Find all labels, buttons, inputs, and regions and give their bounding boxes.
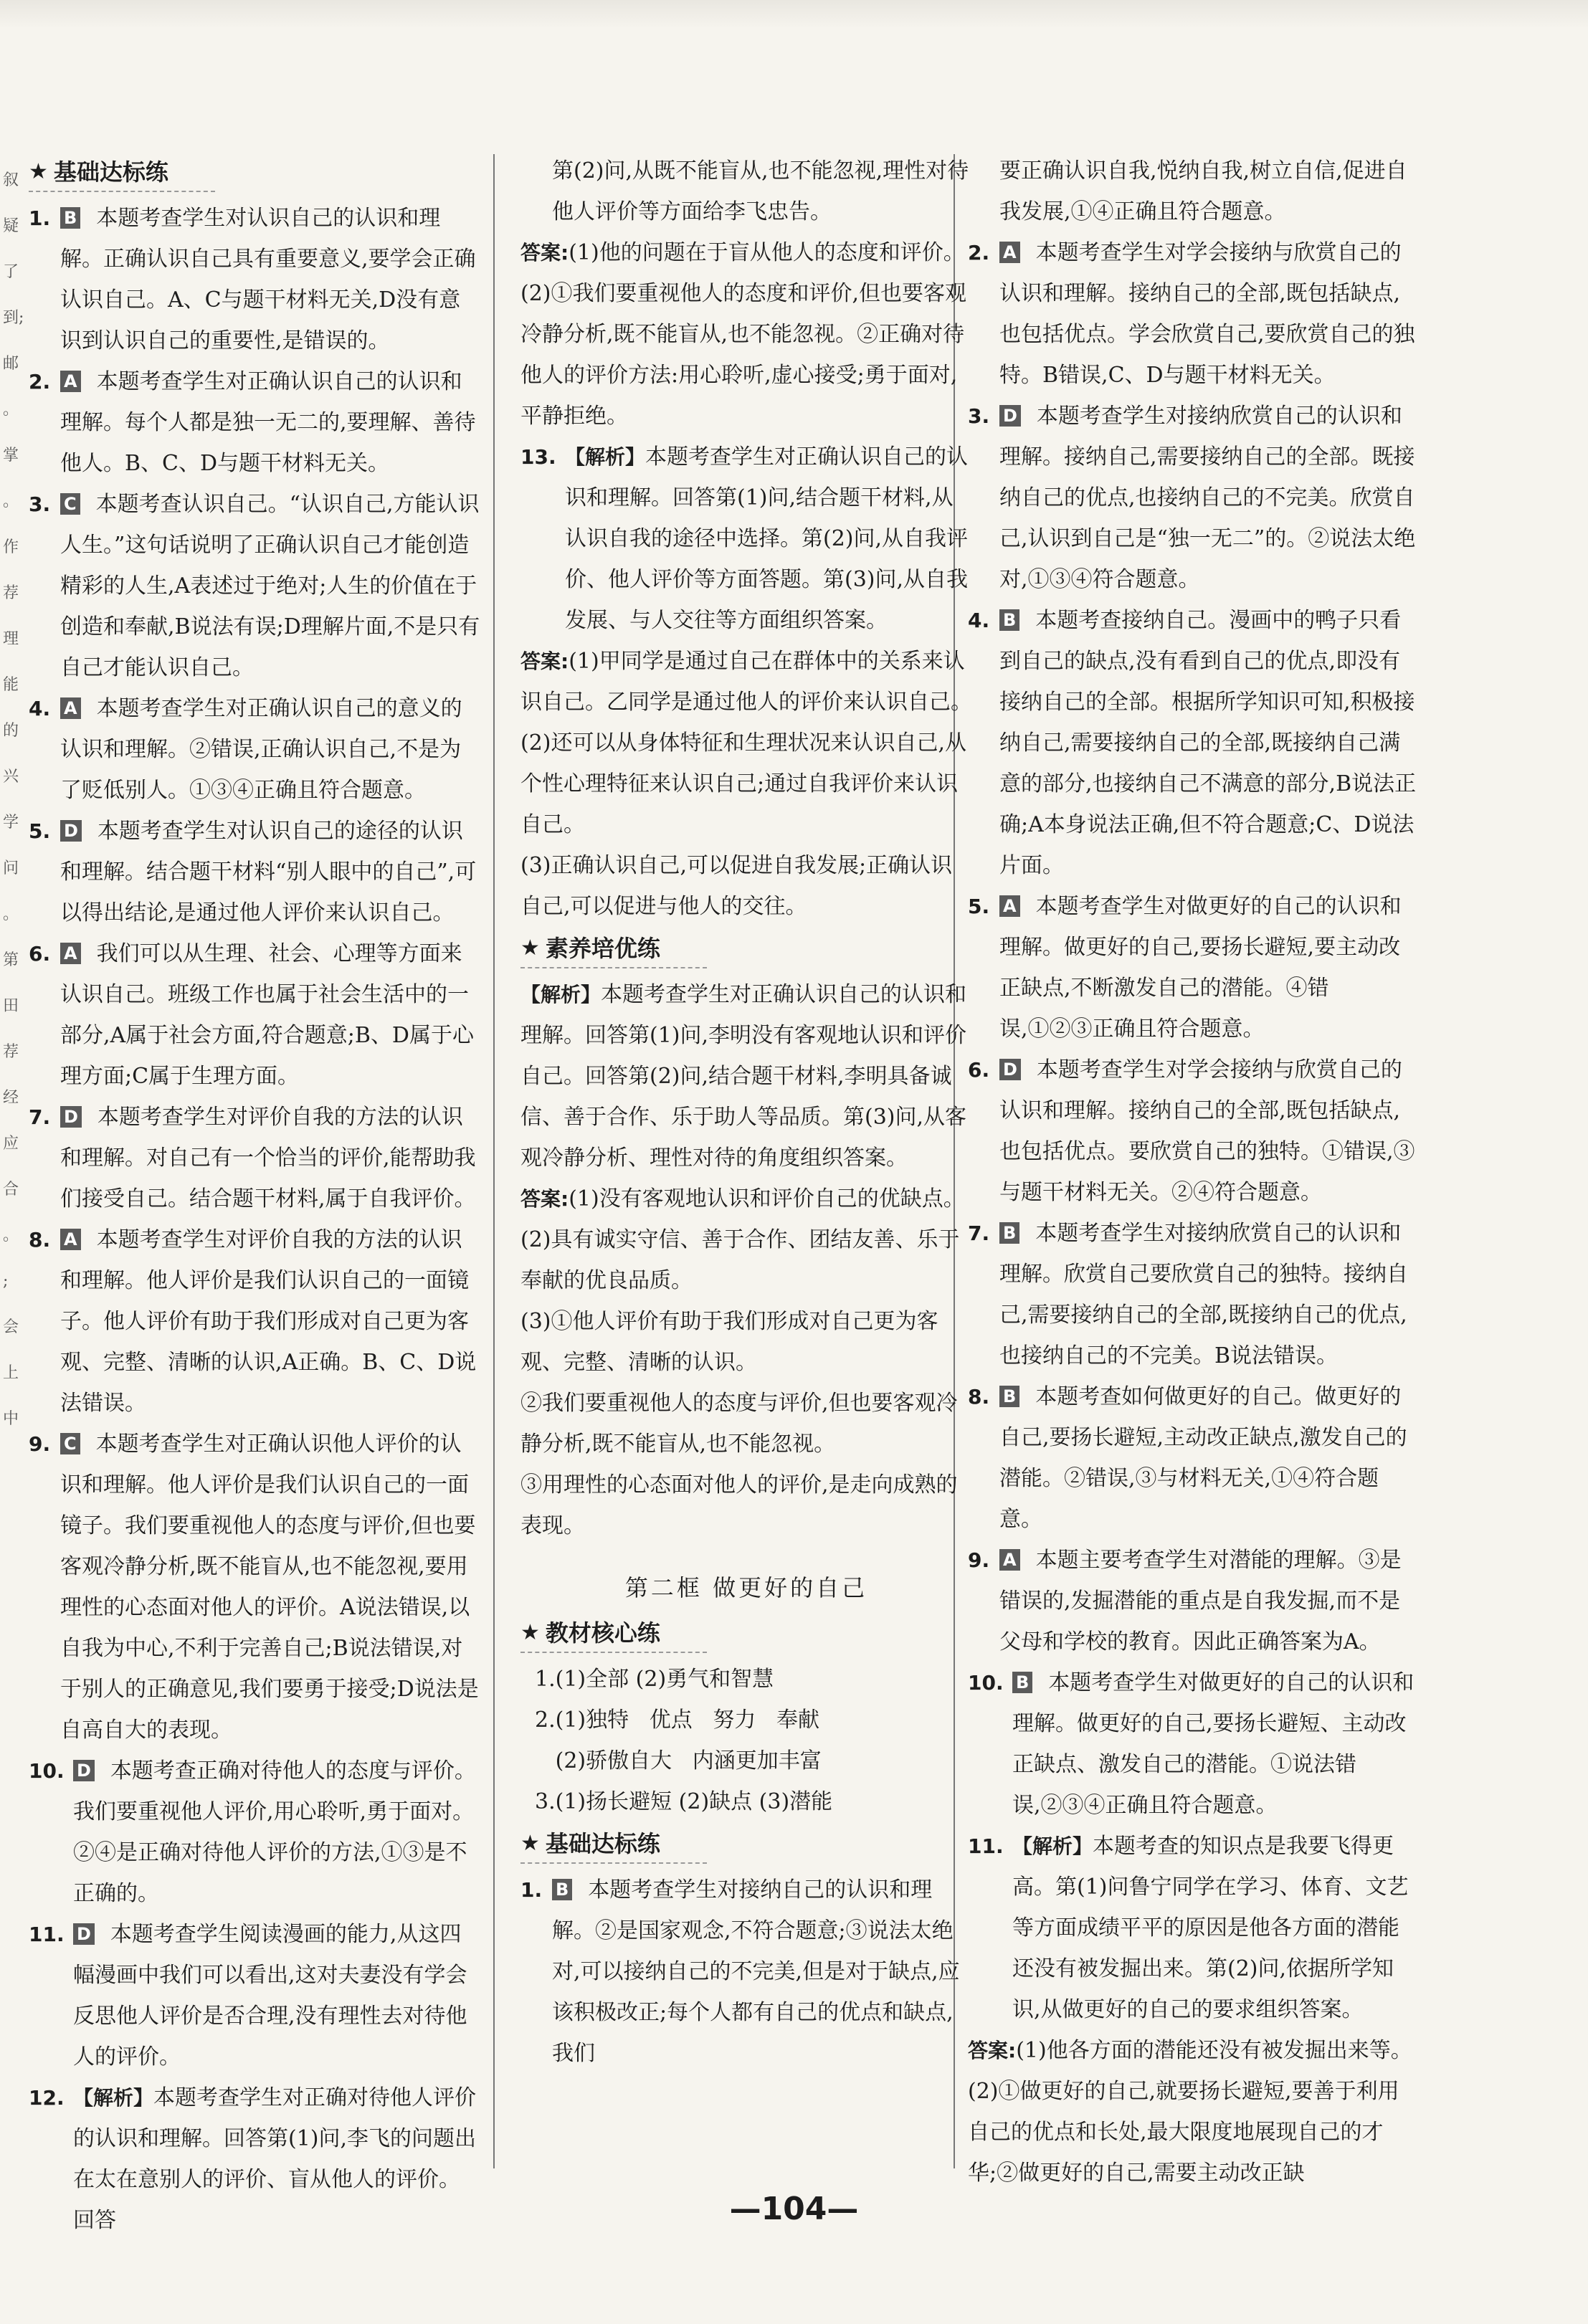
item-number: 8. [29, 1228, 51, 1252]
analysis-label: 【解析】 [1012, 1834, 1093, 1858]
lesson-subheading: 第二框 做更好的自己 [624, 1574, 868, 1601]
list-item [29, 688, 480, 811]
list-item [29, 1219, 480, 1424]
answer-list [29, 198, 480, 2241]
scan-top-edge [0, 0, 1588, 29]
answer-badge: A [60, 1229, 81, 1250]
page-number: —104— [729, 2191, 859, 2227]
item-text: 本题考查学生对正确认识自己的意义的认识和理解。②错误,正确认识自己,不是为了贬低别人。①③④正确且符合题意。 [60, 696, 462, 803]
answer-list [520, 1870, 972, 2074]
list-item [29, 1751, 480, 1914]
item-text: 本题考查学生阅读漫画的能力,从这四幅漫画中我们可以看出,这对夫妻没有学会反思他人评价是否合理,没有理性去对待他人的评价。 [73, 1922, 467, 2070]
item-number: 10. [968, 1671, 1004, 1695]
item-number: 2. [29, 370, 51, 394]
list-item [968, 232, 1420, 396]
column-divider [493, 154, 495, 2168]
item-number: 5. [968, 895, 990, 918]
item-number: 9. [29, 1432, 51, 1456]
item-text: 本题考查学生对做更好的自己的认识和理解。做更好的自己,要扬长避短,要主动改正缺点,不断激发自己的潜能。④错误,①②③正确且符合题意。 [999, 894, 1402, 1042]
item-text: 本题考查正确对待他人的态度与评价。我们要重视他人评价,用心聆听,勇于面对。②④是正确对待他人评价的方法,①③是不正确的。 [73, 1758, 476, 1906]
item-number: 7. [968, 1221, 990, 1245]
answer-badge: D [73, 1923, 95, 1945]
list-item [968, 1826, 1420, 2030]
section-header-advanced: ★ 素养培优练 [520, 931, 707, 968]
continued-text: 第(2)问,从既不能盲从,也不能忽视,理性对待他人评价等方面给李飞忠告。 [552, 158, 969, 224]
answer-badge: C [60, 1433, 80, 1454]
item-text: 本题考查学生对评价自我的方法的认识和理解。对自己有一个恰当的评价,能帮助我们接受自己。结合题干材料,属于自我评价。 [60, 1105, 476, 1211]
item-text: 本题考查认识自己。“认识自己,方能认识人生。”这句话说明了正确认识自己才能创造精彩的人生,A表述过于绝对;人生的价值在于创造和奉献,B说法有误;D理解片面,不是只有自己才能认识自己。 [60, 492, 480, 680]
section-header-basic: ★ 基础达标练 [520, 1827, 707, 1864]
list-item [968, 1540, 1420, 1662]
list-item [968, 1049, 1420, 1213]
section-header-basic: ★ 基础达标练 [29, 155, 215, 192]
list-item [29, 1424, 480, 1751]
answer-badge: A [60, 371, 81, 392]
item-text: 本题考查学生对正确对待他人评价的认识和理解。回答第(1)问,李飞的问题出在太在意别人的评价、盲从他人的评价。回答 [73, 2085, 477, 2233]
item-text: 本题考查学生对正确认识他人评价的认识和理解。他人评价是我们认识自己的一面镜子。我们要重视他人的态度与评价,但也要客观冷静分析,既不能盲从,也不能忽视,要用理性的心态面对他人的评价。A说法错误,以自我为中心,不利于完善自己;B说法错误,对于别人的正确意见,我们要勇于接受;D说法是自高自大的表现。 [60, 1432, 479, 1743]
item-text: 本题考查学生对学会接纳与欣赏自己的认识和理解。接纳自己的全部,既包括缺点,也包括优点。要欣赏自己的独特。①错误,③与题干材料无关。②④符合题意。 [999, 1057, 1415, 1205]
item-text: 本题考查学生对评价自我的方法的认识和理解。他人评价是我们认识自己的一面镜子。他人评价有助于我们形成对自己更为客观、完整、清晰的认识,A正确。B、C、D说法错误。 [60, 1227, 477, 1416]
list-item [520, 1870, 972, 2074]
answer-badge: A [999, 895, 1020, 917]
answer-badge: A [60, 697, 81, 719]
item-number: 4. [968, 609, 990, 632]
core-answer-line: 2.(1)独特 优点 努力 奉献 [535, 1708, 819, 1733]
item-text: 我们可以从生理、社会、心理等方面来认识自己。班级工作也属于社会生活中的一部分,A属于社会方面,符合题意;B、D属于心理方面;C属于生理方面。 [60, 941, 474, 1089]
item-number: 8. [968, 1385, 990, 1409]
item-text: 本题考查学生对认识自己的认识和理解。正确认识自己具有重要意义,要学会正确认识自己。A、C与题干材料无关,D没有意识到认识自己的重要性,是错误的。 [60, 206, 476, 353]
answer-badge: B [999, 1222, 1019, 1244]
list-item [968, 1376, 1420, 1540]
answer-badge: B [999, 609, 1019, 631]
q13-answer: 答案:(1)甲同学是通过自己在群体中的关系来认识自己。乙同学是通过他人的评价来认识自己。 [520, 649, 972, 715]
item-text: 本题考查的知识点是我要飞得更高。第(1)问鲁宁同学在学习、体育、文艺等方面成绩平平的原因是他各方面的潜能还没有被发掘出来。第(2)问,依据所学知识,从做更好的自己的要求组织答案。 [1012, 1834, 1409, 2022]
item-text: 本题考查学生对认识自己的途径的认识和理解。结合题干材料“别人眼中的自己”,可以得出结论,是通过他人评价来认识自己。 [60, 819, 477, 925]
item-number: 1. [520, 1878, 543, 1902]
item-number: 4. [29, 697, 51, 720]
item-number: 6. [968, 1058, 990, 1082]
q13-answer-line: (2)还可以从身体特征和生理状况来认识自己,从个性心理特征来认识自己;通过自我评价来认识自己。 [520, 730, 967, 837]
answer-badge: B [999, 1386, 1019, 1407]
list-item [29, 361, 480, 484]
item-text: 本题考查学生对接纳欣赏自己的认识和理解。欣赏自己要欣赏自己的独特。接纳自己,需要接纳自己的全部,既接纳自己的优点,也接纳自己的不完美。B说法错误。 [999, 1221, 1408, 1368]
continued-text: 要正确认识自我,悦纳自我,树立自信,促进自我发展,①④正确且符合题意。 [999, 158, 1407, 224]
answer-list [968, 232, 1420, 2030]
item-number: 3. [29, 492, 51, 516]
answer-line: ③用理性的心态面对他人的评价,是走向成熟的表现。 [520, 1472, 958, 1538]
answer-line: (2)具有诚实守信、善于合作、团结友善、乐于奉献的优良品质。 [520, 1227, 960, 1293]
answer-badge: C [60, 493, 80, 515]
answer-line: ②我们要重视他人的态度与评价,但也要客观冷静分析,既不能盲从,也不能忽视。 [520, 1391, 958, 1457]
answer-badge: B [60, 207, 80, 229]
list-item [29, 933, 480, 1097]
answer-badge: A [60, 943, 81, 964]
item-number: 7. [29, 1105, 51, 1129]
answer-badge: A [999, 1549, 1020, 1571]
list-item: 13. 【解析】本题考查学生对正确认识自己的认识和理解。回答第(1)问,结合题干材料,从认识自我的途径中选择。第(2)问,从自我评价、他人评价等方面答题。第(3)问,从自我发展、与人交往等方面组织答案。 [520, 444, 969, 633]
answer: 答案:(1)没有客观地认识和评价自己的优缺点。 [520, 1186, 965, 1211]
item-number: 2. [968, 241, 990, 265]
item-text: 本题考查学生对做更好的自己的认识和理解。做更好的自己,要扬长避短、主动改正缺点、激发自己的潜能。①说法错误,②③④正确且符合题意。 [1012, 1670, 1415, 1818]
list-item [29, 811, 480, 933]
item-number: 6. [29, 942, 51, 966]
item-text: 本题考查如何做更好的自己。做更好的自己,要扬长避短,主动改正缺点,激发自己的潜能。②错误,③与材料无关,①④符合题意。 [999, 1384, 1407, 1532]
list-item [968, 1213, 1420, 1376]
core-answer-line: (2)骄傲自大 内涵更加丰富 [535, 1748, 822, 1773]
answer-badge: D [60, 1106, 82, 1128]
item-number: 1. [29, 206, 51, 230]
answer-badge: D [60, 820, 82, 842]
item-number: 11. [29, 1923, 65, 1946]
answer-line: (3)①他人评价有助于我们形成对自己更为客观、完整、清晰的认识。 [520, 1309, 938, 1375]
item-number: 10. [29, 1759, 65, 1783]
list-item [29, 1097, 480, 1219]
item-text: 本题考查学生对接纳自己的认识和理解。②是国家观念,不符合题意;③说法太绝对,可以接纳自己的不完美,但是对于缺点,应该积极改正;每个人都有自己的优点和缺点,我们 [552, 1877, 960, 2066]
list-item [29, 198, 480, 361]
list-item [29, 1914, 480, 2077]
answer-line: (2)①做更好的自己,就要扬长避短,要善于利用自己的优点和长处,最大限度地展现自己的才华;②做更好的自己,需要主动改正缺 [968, 2079, 1399, 2186]
star-icon: ★ [29, 159, 48, 184]
star-icon: ★ [520, 935, 540, 961]
item-text: 本题考查接纳自己。漫画中的鸭子只看到自己的缺点,没有看到自己的优点,即没有接纳自己的全部。根据所学知识可知,积极接纳自己,需要接纳自己的全部,既接纳自己满意的部分,也接纳自己不满意的部分,B说法正确;A本身说法正确,但不符合题意;C、D说法片面。 [999, 608, 1417, 878]
column-1 [29, 151, 480, 2241]
item-text: 本题考查学生对接纳欣赏自己的认识和理解。接纳自己,需要接纳自己的全部。既接纳自己的优点,也接纳自己的不完美。欣赏自己,认识到自己是“独一无二”的。②说法太绝对,①③④符合题意。 [999, 404, 1416, 592]
star-icon: ★ [520, 1620, 540, 1645]
analysis-label: 【解析】 [73, 2086, 154, 2110]
list-item [29, 484, 480, 688]
q12-answer: 答案:(1)他的问题在于盲从他人的态度和评价。 [520, 240, 965, 265]
answer: 答案:(1)他各方面的潜能还没有被发掘出来等。 [968, 2038, 1412, 2063]
item-number: 3. [968, 404, 990, 428]
answer-badge: D [73, 1760, 95, 1781]
item-text: 本题考查学生对正确认识自己的认识和理解。每个人都是独一无二的,要理解、善待他人。B、C、D与题干材料无关。 [60, 369, 476, 476]
list-item [968, 600, 1420, 886]
q12-answer-line: (2)①我们要重视他人的态度和评价,但也要客观冷静分析,既不能盲从,也不能忽视。②正确对待他人的评价方法:用心聆听,虚心接受;勇于面对,平静拒绝。 [520, 281, 967, 429]
q13-answer-line: (3)正确认识自己,可以促进自我发展;正确认识自己,可以促进与他人的交往。 [520, 853, 953, 919]
core-answer-line: 3.(1)扬长避短 (2)缺点 (3)潜能 [535, 1789, 833, 1814]
list-item [968, 886, 1420, 1049]
item-number: 12. [29, 2086, 65, 2110]
core-answer-line: 1.(1)全部 (2)勇气和智慧 [535, 1667, 774, 1692]
answer-badge: D [999, 1059, 1021, 1080]
star-icon: ★ [520, 1831, 540, 1856]
item-number: 9. [968, 1548, 990, 1572]
column-3 [968, 151, 1420, 2194]
list-item [968, 396, 1420, 600]
list-item [968, 1662, 1420, 1826]
column-2 [520, 151, 972, 2074]
answer-badge: A [999, 242, 1020, 263]
item-text: 本题主要考查学生对潜能的理解。③是错误的,发掘潜能的重点是自我发掘,而不是父母和学校的教育。因此正确答案为A。 [999, 1548, 1402, 1654]
item-number: 11. [968, 1834, 1004, 1858]
item-text: 本题考查学生对学会接纳与欣赏自己的认识和理解。接纳自己的全部,既包括缺点,也包括优点。学会欣赏自己,要欣赏自己的独特。B错误,C、D与题干材料无关。 [999, 240, 1415, 388]
adjacent-page-edge-text: 叙 疑了到;邮 。掌 。作 荐 理 能 的 兴 学 问 。 第 田 荐 经 应 合 。 ; 会 上 中 [3, 171, 24, 1428]
answer-badge: D [999, 405, 1021, 427]
item-number: 5. [29, 819, 51, 843]
analysis: 【解析】本题考查学生对正确认识自己的认识和理解。回答第(1)问,李明没有客观地认识和评价自己。回答第(2)问,结合题干材料,李明具备诚信、善于合作、乐于助人等品质。第(3)问,从客观冷静分析、理性对待的角度组织答案。 [520, 982, 967, 1171]
section-header-core: ★ 教材核心练 [520, 1616, 707, 1653]
answer-badge: B [552, 1879, 572, 1900]
answer-badge: B [1012, 1672, 1032, 1693]
